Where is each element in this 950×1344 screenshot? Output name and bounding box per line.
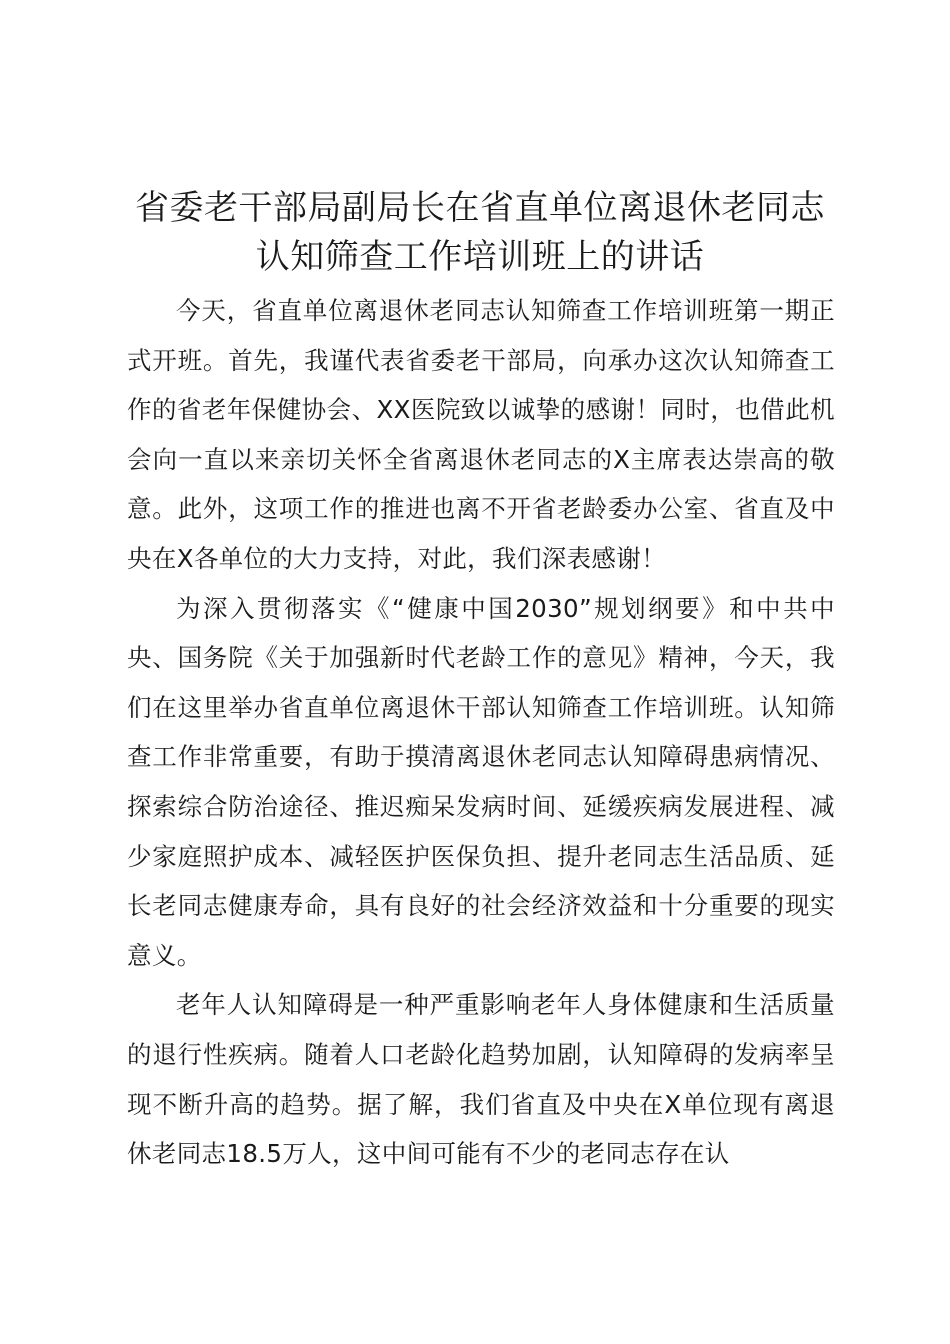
title-line-1: 省委老干部局副局长在省直单位离退休老同志 [135,188,825,228]
title-line-2: 认知筛查工作培训班上的讲话 [255,237,705,277]
paragraph-2: 为深入贯彻落实《“健康中国2030”规划纲要》和中共中央、国务院《关于加强新时代老龄工作的意见》精神，今天，我们在这里举办省直单位离退休干部认知筛查工作培训班。认知筛查工作非常重要，有助于摸清离退休老同志认知障碍患病情况、探索综合防治途径、推迟痴呆发病时间、延缓疾病发展进程、减少家庭照护成本、减轻医护医保负担、提升老同志生活品质、延长老同志健康寿命，具有良好的社会经济效益和十分重要的现实意义。 [127,593,835,970]
document-body [127,286,835,1179]
document-title [100,184,860,282]
paragraph-1: 今天，省直单位离退休老同志认知筛查工作培训班第一期正式开班。首先，我谨代表省委老干部局，向承办这次认知筛查工作的省老年保健协会、XX医院致以诚挚的感谢！同时，也借此机会向一直以来亲切关怀全省离退休老同志的X主席表达崇高的敬意。此外，这项工作的推进也离不开省老龄委办公室、省直及中央在X各单位的大力支持，对此，我们深表感谢！ [127,296,835,573]
paragraph-3: 老年人认知障碍是一种严重影响老年人身体健康和生活质量的退行性疾病。随着人口老龄化趋势加剧，认知障碍的发病率呈现不断升高的趋势。据了解，我们省直及中央在X单位现有离退休老同志18.5万人，这中间可能有不少的老同志存在认 [127,990,835,1169]
